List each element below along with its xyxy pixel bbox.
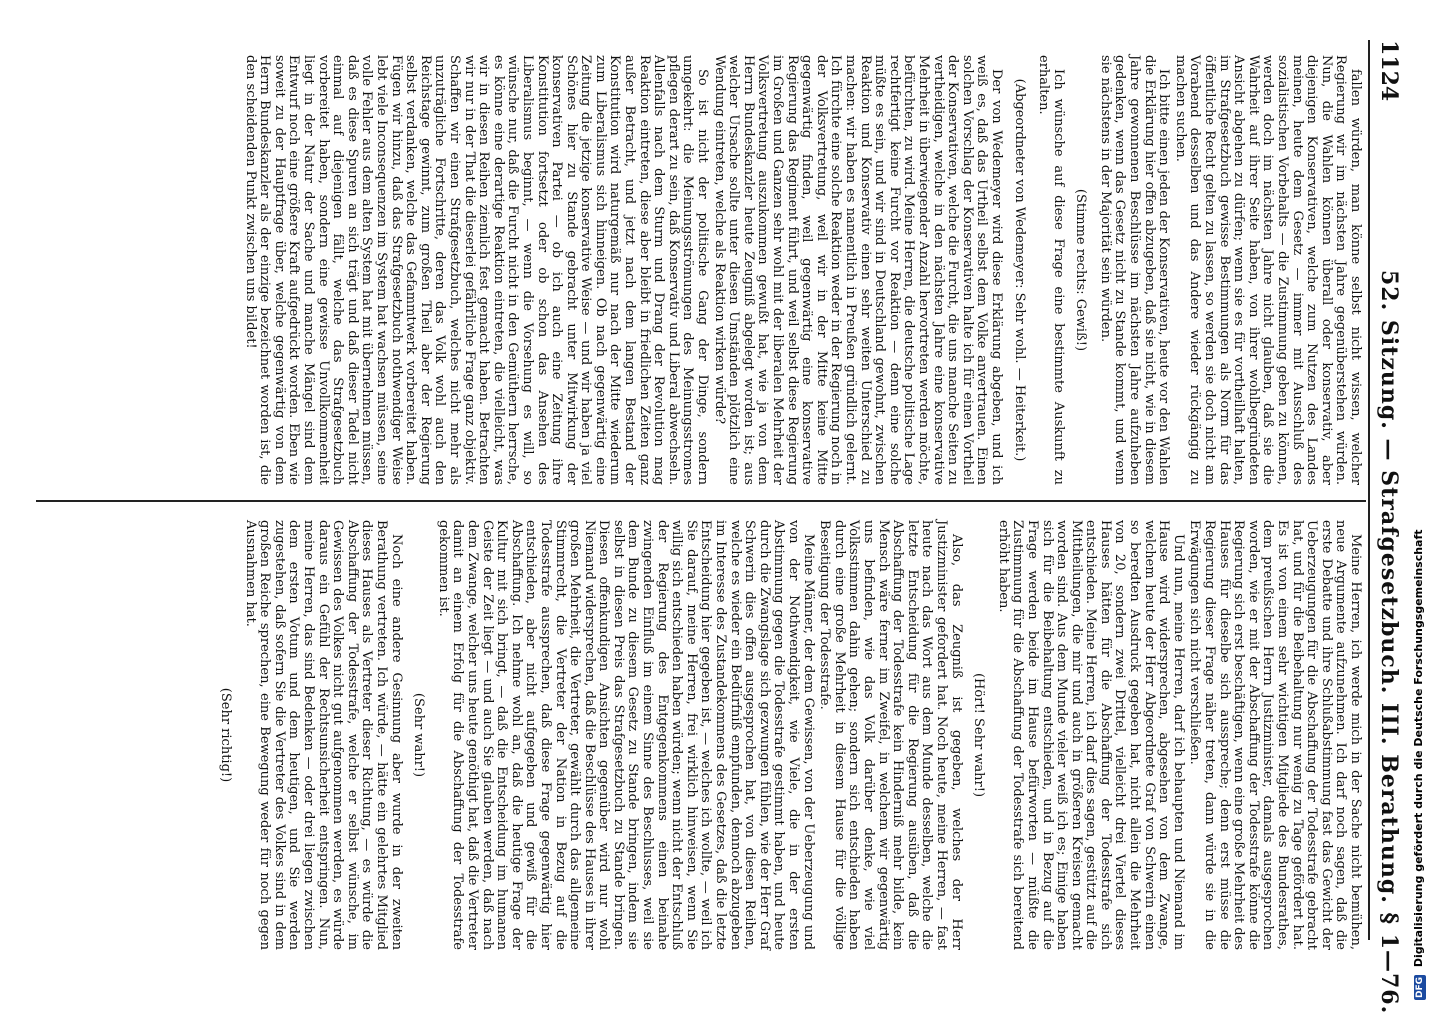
interjection: (Hört! Sehr wahr!) — [971, 672, 987, 798]
paragraph: Noch eine andere Gesinnung aber wurde in der zweiten Berathung vertreten. Ich würde, — hätte ein gelehrtes Mitglied dieses Hauses als Vertreter dieser Richtung, — es würde die Abschaffung der Todesstrafe, welche er selbst wünsche, im Gewissen des Volkes nicht gut aufgenommen werden, es würde daraus ein Gefühl der Rechtsunsicherheit entspringen. Nun, meine Herren, das sind Bedenken — oder drei liegen zwischen dem ersten Votum und dem heutigen, und Sie werden zugestehen, daß sofern Sie die Vertreter des Volkes sind in dem großen Reiche sprechen, eine Bewegung weder für noch gegen Ausnahmen hat. — [242, 520, 404, 950]
column-divider — [36, 500, 1366, 502]
paragraph: Also, das Zeugniß ist gegeben, welches der Herr Justizminister gefordert hat. Noch heute, meine Herren, — fast heute nach das Wort aus dem Munde desselben, welche die letzte Entscheidung für die Regierung ausüben, daß die Abschaffung der Todesstrafe kein Hinderniß mehr bilde, kein Mensch wäre ferner im Zweifel, in welchem wir gegenwärtig uns befinden, wie das Volk darüber denke, wie viel Volksstimmen dahin gehen; sondern sich entschieden haben durch eine große Mehrheit in diesem Hause für die völlige Beseitigung der Todesstrafe. — [817, 520, 964, 950]
right-column — [12, 520, 1362, 950]
interjection: (Sehr richtig!) — [218, 687, 234, 783]
interjection: (Sehr wahr!) — [411, 692, 427, 778]
dfg-logo: DFG — [1415, 976, 1425, 998]
page-number: 1124 — [1376, 40, 1402, 102]
running-title: 52. Sitzung. — Strafgesetzbuch. III. Berathung. § 1—76. — [1376, 270, 1402, 1014]
paragraph: Ich wünsche auf diese Frage eine bestimmte Auskunft zu erhalten. — [1036, 55, 1066, 485]
header-rule — [1368, 40, 1370, 940]
paragraph: fallen würden, man könne selbst nicht wissen, welcher Regierung wir im nächsten Jahre gegenüberstehen würden. Nun, die Wahlen können überall oder konservativ, aber diejenigen Konservativen, welche zum Nutzen des Landes meinen, heute dem Gesetz — immer mit Ausschluß des sozialistischen Vorbehalts — die Zustimmung geben zu können, werden doch im nächsten Jahre nicht glauben, daß sie die Wahrheit auf ihrer Seite haben, von ihrer wohlbegründeten Ansicht abgehen zu dürfen; wenn sie es für vortheilhaft halten, im Strafgesetzbuch gewisse Bestimmungen als Norm für das öffentliche Recht gelten zu lassen, so werden sie doch nicht am Vorabend desselben und das Andere wieder rückgängig zu machen suchen. — [1172, 55, 1363, 485]
digitization-footer — [1412, 0, 1432, 1000]
interjection: (Abgeordneter von Wedemeyer: Sehr wohl. — Heiterkeit.) — [1011, 78, 1027, 462]
paragraph: Meine Männer, der dem Gewissen, von der Ueberzeugung und von der Nothwendigkeit, wie Viele, die in der ersten Abstimmung gegen die Todesstrafe gestimmt haben, und heute durch die Zwangslage sich gezwungen fühlen, wie der Herr Graf Schwerin dies offen ausgesprochen hat, von diesen Reihen, welche es wieder ein Bedürfniß empfunden, dennoch abzugeben im Interesse des Zustandekommens des Gesetzes, daß die letzte Entscheidung hier gegeben ist, — welches ich wollte, — weil ich Sie darauf, meine Herren, frei wirklich hinweisen, wenn Sie willig sich entschieden haben würden; wenn nicht der Entschluß der Regierung des Entgegenkommens einen beinahe zwingenden Einfluß im einem Sinne des Beschlusses, weil sie dem Bunde zu diesem Gesetz zu Stande bringen, indem sie selbst in diesen Preis das Strafgesetzbuch zu Stande bringen. Diesen offenkundigen Ansichten gegenüber wird nur wohl Niemand widersprechen, daß die Beschlüsse des Hauses in ihrer großen Mehrheit, die Vertreter, gewählt durch das allgemeine Stimmrecht, die Vertreter der Nation in Bezug auf die Todesstrafe aussprechen, daß diese Frage gegenwärtig hier entschieden, aber nicht aufgegeben und gewiß für die Abschaffung. Ich nehme wohl an, daß die heutige Frage der Kultur mit sich bringt, — daß die Entscheidung im humanen Geiste der Zeit liegt — und auch Sie glauben werden, daß nach dem Zwange, welcher uns heute genöthigt hat, daß die Vertreter damit an einem Erfolg für die Abschaffung der Todesstrafe gekommen ist. — [435, 520, 816, 950]
page-header — [1372, 40, 1402, 1014]
paragraph: So ist nicht der politische Gang der Dinge, sondern umgekehrt: die Meinungsströmungen des Meinungsstromes pflegen derart zu sein, daß Konservativ und Liberal abwechseln. Allenfalls nach dem Sturm und Drang der Revolution mag Reaktion eintreten, diese aber bleibt in friedlichen Zeiten ganz außer Betracht, und jetzt nach dem langen Bestand der Konstitution wird naturgemäß nur nach der Mitte wiederum zum Liberalismus sich hinneigen. Ob nach gegenwärtig eine Zeitung die jetzige konservative Weise — und wir haben ja viel Schönes hier zu Stande gebracht unter Mitwirkung der konservativen Partei — ob ich auch eine Zeitung ihre Konstitution fortsetzt oder ob schon das Ansehen des Liberalismus beginnt, — wenn die Vorsehung es will, so wünsche nur, daß die Furcht nicht in den Gemüthern herrsche, es könne eine derartige Reaktion eintreten, die vielleicht, was wir in diesen Reihen ziemlich fest gemacht haben. Betrachten wir nur in der That die dieserlei gefährliche Frage ganz objektiv. Schaffen wir einen Strafgesetzbuch, welches nicht mehr als unzuträgliche Fortschritte, deren das Volk wohl auch den Reichstage gewinnt, zum großen Theil aber der Regierung selbst verdanken, welche das Gefammtwerk vorbereitet haben. Fügen wir hinzu, daß das Strafgesetzbuch nothwendiger Weise lebt viele Inconsequenzen im System hat wachsen müssen, seine volle Fehler aus dem alten System hat mit übernehmen müssen, daß es diese Spuren an sich trägt und daß dieser Tadel nicht einmal auf diejenigen fällt, welche das Strafgesetzbuch vorbereitet haben, sondern eine gewisse Unvollkommenheit liegt in der Natur der Sache und manche Mängel sind dem Entwurf noch eine größere Kraft aufgedrückt worden. Eben wie soweit zu der Hauptfrage über, welche gegenwärtig von dem Herrn Bundeskanzler als der einzige bezeichnet worden ist, die den scheidenden Punkt zwischen uns bildet! — [242, 55, 711, 485]
interjection: (Stimme rechts: Gewiß!) — [1073, 188, 1089, 352]
paragraph: Der von Wedemeyer wird diese Erklärung abgeben, und ich weiß es, daß das Urtheil selbst dem Volke anvertrauen. Einen solchen Vorschlag der Konservativen halte ich für einen Vortheil der Konservativen, welche die Furcht, die uns manche Seiten zu vertheidigen, welche in den nächsten Jahre eine konservative Mehrheit in überwiegender Anzahl hervortreten werden möchte, befürchten, zu wird. Meine Herren, die deutsche politische Lage rechtfertigt keine Furcht vor Reaktion — denn eine solche müßte es sein, und wir sind in Deutschland gewohnt, zwischen Reaktion und Konservativ einen sehr weiten Unterschied zu machen: wir haben es namentlich in Preußen gründlich gelernt. Ich fürchte eine solche Reaktion weder in der Regierung noch in der Volksvertretung, weil wir in der Mitte keine Mitte gegenwärtig finden, weil gegenwärtig eine konservative Regierung das Regiment führt, und weil selbst diese Regierung im Großen und Ganzen sehr wohl mit der liberalen Mehrheit der Volksvertretung auszukommen gewußt hat, wie ja von dem Herrn Bundeskanzler heute Zeugniß abgelegt worden ist; aus welcher Ursache sollte unter diesen Umständen plötzlich eine Wendung eintreten, welche als Reaktion wirken würde? — [711, 55, 1004, 485]
left-column — [12, 55, 1362, 485]
footer-text: Digitalisierung gefördert durch die Deutsche Forschungsgemeinschaft — [1412, 529, 1425, 968]
paragraph: Meine Herren, ich werde mich in der Sache nicht bemühen, neue Argumente aufzunehmen. Ich darf noch sagen, daß die erste Debatte und ihre Schlußabstimmung fast das Gewicht der Ueberzeugungen für die Abschaffung der Todesstrafe gebracht hat, und für die Beibehaltung nur wenig zu Tage gefördert hat. Es ist von einem sehr wichtigen Mitgliede des Bundesrathes, dem preußischen Herrn Justizminister, damals ausgesprochen worden, wie er mit der Abschaffung der Todesstrafe könne die Regierung sich erst beschäftigen, wenn eine große Mehrheit des Hauses für dieselbe sich ausspreche; denn erst müsse die Regierung dieser Frage näher treten, dann würde sie in die Erwägungen sich nicht verschließen. — [1187, 520, 1363, 950]
paragraph: Ich bitte einen jeden der Konservativen, heute vor den Wahlen die Erklärung hier offen abzugeben, daß sie nicht, wie in diesem Jahre gewonnenen Beschlüsse im nächsten Jahre aufzuheben gedenken, wenn das Gesetz nicht zu Stande kommt, und wenn sie nächstens in der Majorität sein würden. — [1097, 55, 1172, 485]
paragraph: Und nun, meine Herren, darf ich behaupten und Niemand im Hause wird widersprechen, abgesehen von dem Zwange, welchem heute der Herr Abgeordnete Graf von Schwerin einen so beredten Ausdruck gegeben hat, nicht allein die Mehrheit von 20, sondern zwei Drittel, vielleicht drei Viertel dieses Hauses hätten für die Abschaffung der Todesstrafe sich entschieden. Meine Herren, ich darf dies sagen, gestützt auf die Mittheilungen, die mir und auch in größeren Kreisen gemacht worden sind. Aus dem Munde vieler weiß ich es; Einige haben sich für die Beibehaltung entschieden, und in Bezug auf die Frage werden beide im Hause befürworten — müßte die Zustimmung für die Abschaffung der Todesstrafe sich bereitend erhöht haben. — [995, 520, 1186, 950]
